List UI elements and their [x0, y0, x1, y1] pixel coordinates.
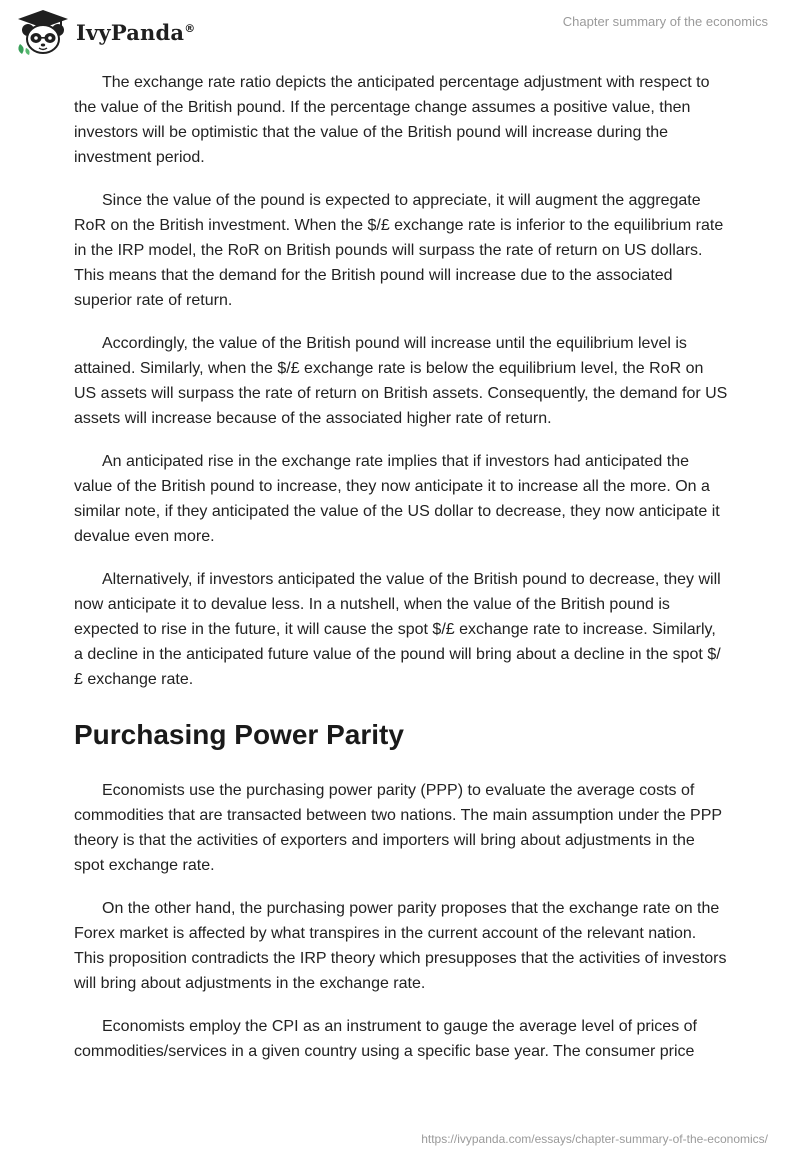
paragraph: The exchange rate ratio depicts the anticipated percentage adjustment with respect to the value of the British pound. If the percentage change assumes a positive value, then investors will be optimistic that the value of the British pound will increase during the investment period. — [74, 74, 710, 166]
paragraph: On the other hand, the purchasing power parity proposes that the exchange rate on the Forex market is affected by what transpires in the current account of the relevant nation. This proposition contradicts the IRP theory which presupposes that the activities of investors will bring about adjustments in the exchange rate. — [74, 900, 727, 992]
essay-body — [74, 70, 729, 1082]
document-title: Chapter summary of the economics — [562, 14, 768, 29]
paragraph: Since the value of the pound is expected to appreciate, it will augment the aggregate RoR on the British investment. When the $/£ exchange rate is inferior to the equilibrium rate in the IRP model, the RoR on British pounds will surpass the rate of return on US dollars. This means that the demand for the British pound will increase due to the associated superior rate of return. — [74, 192, 724, 309]
paragraph: Accordingly, the value of the British pound will increase until the equilibrium level is attained. Similarly, when the $/£ exchange rate is below the equilibrium level, the RoR on US assets will surpass the rate of return on British assets. Consequently, the demand for US assets will increase because of the associated higher rate of return. — [74, 335, 728, 427]
paragraph: An anticipated rise in the exchange rate implies that if investors had anticipated the value of the British pound to increase, they now anticipate it to increase all the more. On a similar note, if they anticipated the value of the US dollar to decrease, they now anticipate it devalue even more. — [74, 453, 720, 545]
paragraph: Alternatively, if investors anticipated the value of the British pound to decrease, they will now anticipate it to devalue less. In a nutshell, when the value of the British pound is expected to rise in the future, it will cause the spot $/£ exchange rate to increase. Similarly, a decline in the anticipated future value of the pound will bring about a decline in the spot $/£ exchange rate. — [74, 571, 721, 688]
brand-logo[interactable] — [14, 8, 195, 56]
source-url[interactable]: https://ivypanda.com/essays/chapter-summary-of-the-economics/ — [421, 1132, 768, 1146]
paragraph: Economists employ the CPI as an instrument to gauge the average level of prices of commodities/services in a given country using a specific base year. The consumer price — [74, 1018, 697, 1060]
paragraph: Economists use the purchasing power parity (PPP) to evaluate the average costs of commodities that are transacted between two nations. The main assumption under the PPP theory is that the activities of exporters and importers will bring about adjustments in the spot exchange rate. — [74, 782, 722, 874]
section-heading: Purchasing Power Parity — [74, 719, 404, 750]
panda-graduate-icon — [14, 8, 72, 56]
brand-name: IvyPanda® — [76, 19, 196, 45]
page-header — [0, 0, 800, 60]
